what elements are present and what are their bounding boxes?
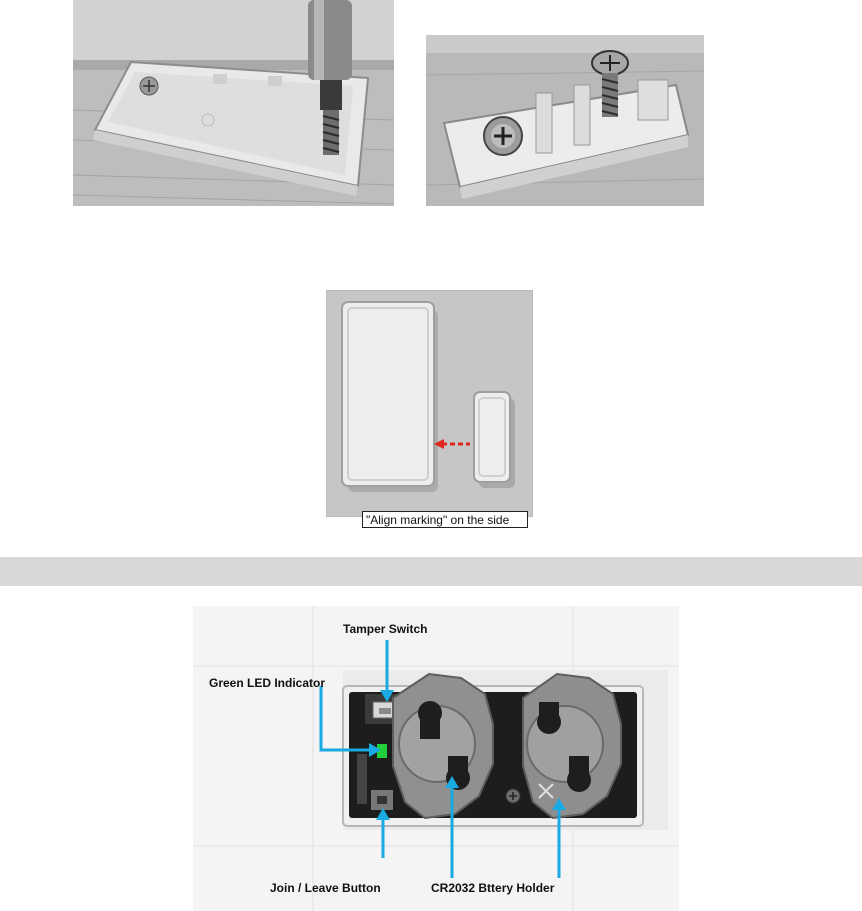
screwdriver-photo	[73, 0, 394, 206]
board-photo	[193, 606, 679, 911]
screw-case-photo	[426, 35, 704, 206]
section-divider-band	[0, 557, 862, 586]
battery-holder-label: CR2032 Bttery Holder	[431, 881, 555, 895]
join-leave-button-label: Join / Leave Button	[270, 881, 381, 895]
align-marking-photo	[326, 290, 533, 517]
green-led-indicator-label: Green LED Indicator	[209, 676, 326, 690]
tamper-switch-label: Tamper Switch	[343, 622, 428, 636]
align-marking-caption: "Align marking" on the side	[362, 511, 528, 528]
